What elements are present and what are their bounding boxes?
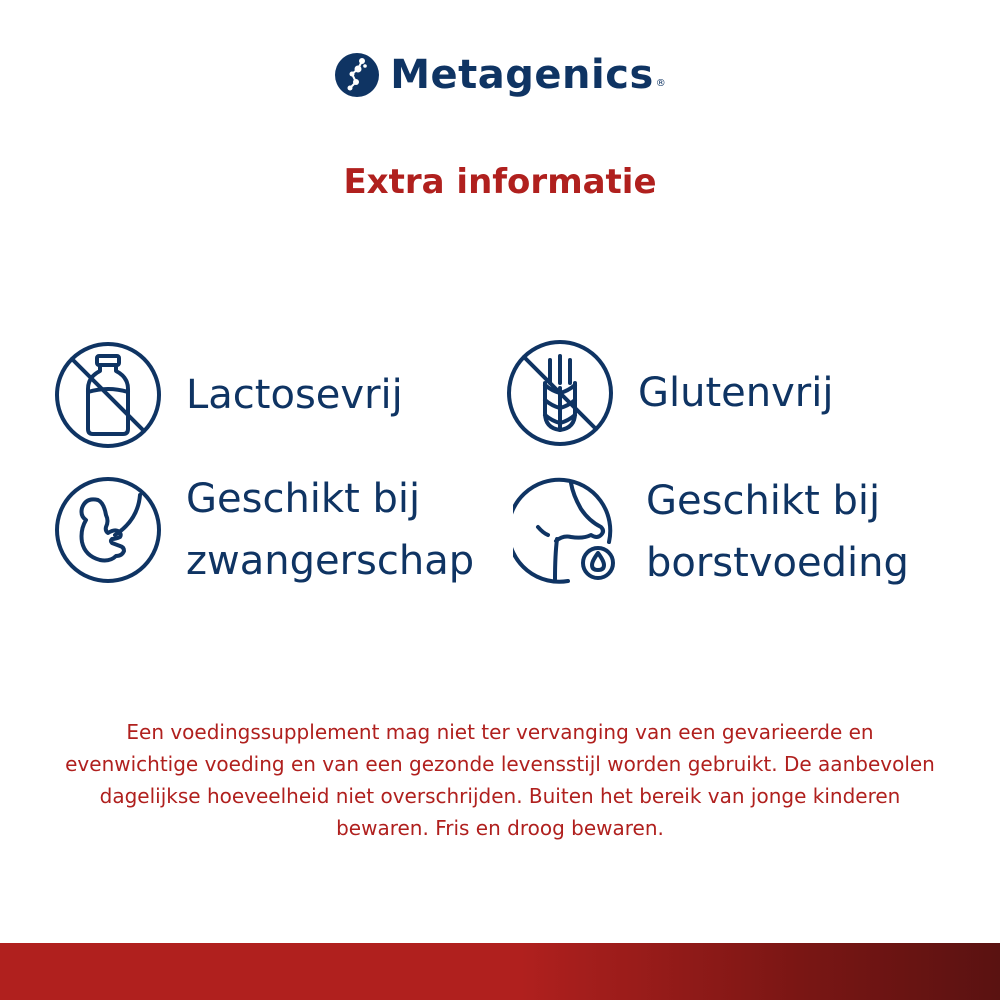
feature-label-line1: Geschikt bij — [186, 476, 421, 522]
page-title: Extra informatie — [343, 162, 657, 202]
feature-label: Glutenvrij — [638, 370, 834, 416]
feature-label-line1: Geschikt bij — [646, 478, 881, 524]
feature-label-line2: borstvoeding — [646, 540, 909, 586]
feature-label: Lactosevrij — [186, 372, 403, 418]
molecule-logo-icon — [334, 52, 380, 98]
footer-gradient-bar — [0, 943, 1000, 1000]
fetus-icon — [53, 475, 163, 585]
no-milk-bottle-icon — [53, 340, 163, 450]
no-wheat-icon — [505, 338, 615, 448]
brand-logo — [0, 50, 1000, 100]
brand-name: Metagenics — [390, 52, 654, 98]
registered-mark: ® — [655, 77, 666, 89]
feature-label-line2: zwangerschap — [186, 538, 475, 584]
disclaimer-text: Een voedingssupplement mag niet ter vervanging van een gevarieerde en evenwichtige voeding en van een gezonde levensstijl worden gebruikt. De aanbevolen dagelijkse hoeveelheid niet overschrijden. Buiten het bereik van jonge kinderen bewaren. Fris en droog bewaren. — [65, 720, 935, 840]
breastfeeding-drop-icon — [513, 475, 623, 585]
